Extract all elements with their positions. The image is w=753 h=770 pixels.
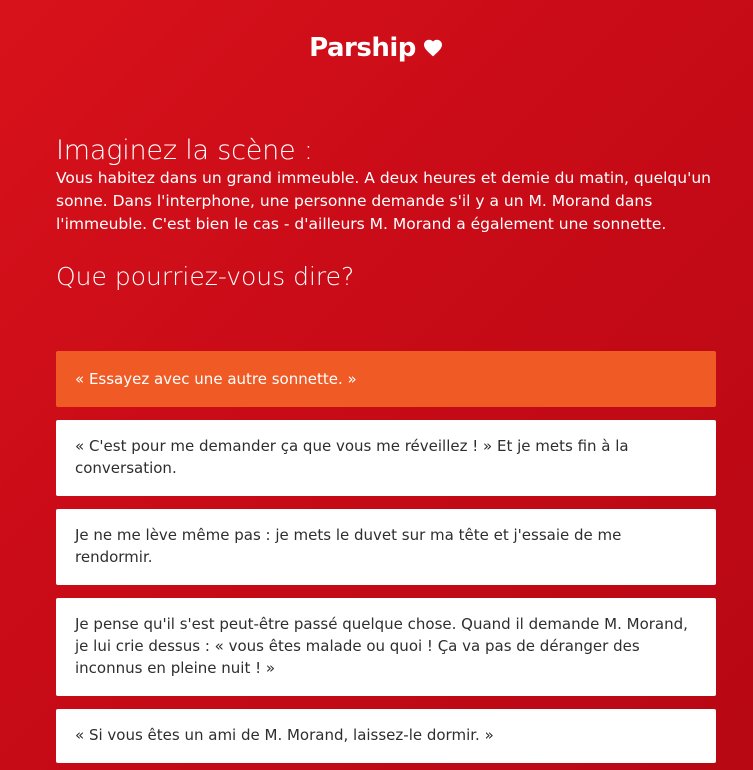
heart-icon <box>422 37 444 59</box>
answer-option-2[interactable]: « C'est pour me demander ça que vous me réveillez ! » Et je mets fin à la conversation. <box>56 420 716 496</box>
scene-title: Imaginez la scène : <box>56 135 313 166</box>
logo-text: Parship <box>309 33 416 63</box>
parship-logo[interactable] <box>309 33 444 63</box>
scene-section <box>56 135 716 292</box>
answer-option-5[interactable]: « Si vous êtes un ami de M. Morand, laissez-le dormir. » <box>56 709 716 763</box>
answer-option-3[interactable]: Je ne me lève même pas : je mets le duvet sur ma tête et j'essaie de me rendormir. <box>56 509 716 585</box>
question-title: Que pourriez-vous dire? <box>56 262 355 291</box>
scene-description: Vous habitez dans un grand immeuble. A deux heures et demie du matin, quelqu'un sonne. Dans l'interphone, une personne demande s'il y a un M. Morand dans l'immeuble. C'est bien le cas - d'ailleurs M. Morand a également une sonnette. <box>56 169 711 233</box>
answer-option-4[interactable]: Je pense qu'il s'est peut-être passé quelque chose. Quand il demande M. Morand, je lui crie dessus : « vous êtes malade ou quoi ! Ça va pas de déranger des inconnus en pleine nuit ! » <box>56 598 716 696</box>
answer-option-1[interactable]: « Essayez avec une autre sonnette. » <box>56 351 716 407</box>
answer-list <box>56 351 716 770</box>
header <box>0 33 753 63</box>
